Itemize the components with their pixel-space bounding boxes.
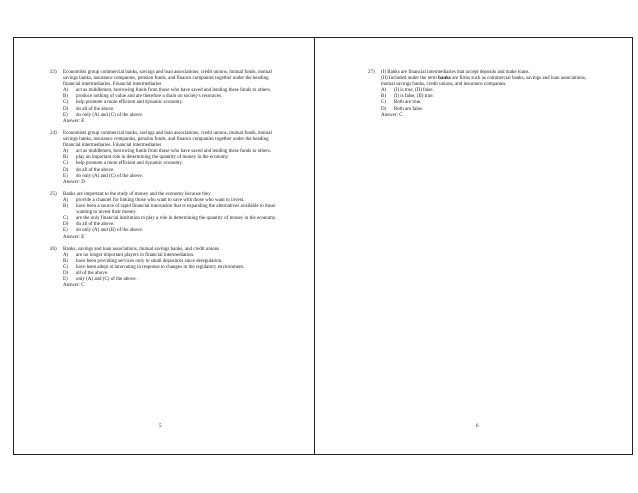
question-stem: Economists group commercial banks, savings and loan associations, credit unions, mutual funds, mutual savings banks, insurance companies, pension funds, and finance companies together under the heading financial intermediaries. Financial intermediaries — [63, 130, 272, 149]
option-a: A) act as middlemen, borrowing funds from those who have saved and lending these funds to others. — [63, 88, 272, 94]
option-c: C) are the only financial institution to play a role in determining the quantity of money in the economy. — [63, 216, 277, 222]
question-number: 24) — [50, 130, 57, 136]
option-a: A) (I) is true, (II) false. — [381, 88, 434, 94]
answer: Answer: E — [63, 118, 85, 124]
option-a: A) act as middlemen, borrowing funds from those who have saved and lending these funds to others. — [63, 149, 272, 155]
bold-term: banks — [438, 76, 451, 82]
answer: Answer: C — [381, 112, 403, 118]
option-b: B) (I) is false, (II) true. — [381, 94, 434, 100]
question-stem: Economists group commercial banks, savings and loan associations, credit unions, mutual funds, mutual savings banks, insurance companies, pension funds, and finance companies together under the heading financial intermediaries. Financial intermediaries — [63, 70, 272, 88]
option-a: A) provide a channel for linking those who want to save with those who want to invest. — [63, 197, 245, 203]
page-divider — [314, 37, 315, 455]
option-e: E) do only (A) and (B) of the above. — [63, 228, 143, 234]
option-d: D) Both are false. — [381, 106, 424, 112]
answer: Answer: D — [63, 179, 85, 185]
option-a: A) are no longer important players in financial intermediation. — [63, 252, 195, 258]
left-page-content — [50, 70, 282, 295]
question-number: 27) — [368, 70, 375, 75]
question-stem-line1: (I) Banks are financial intermediaries that accept deposits and make loans. — [381, 70, 530, 75]
question-27 — [368, 70, 600, 119]
option-c: C) Both are true. — [381, 100, 422, 106]
page-number-left: 5 — [159, 424, 162, 429]
question-25 — [50, 192, 282, 241]
right-page-content — [368, 70, 600, 125]
option-e: E) do only (A) and (C) of the above. — [63, 173, 143, 179]
option-d: D) all of the above. — [63, 271, 109, 277]
page-number-right: 6 — [476, 424, 479, 429]
answer: Answer: C — [63, 283, 85, 289]
question-stem-line2: (II) Included under the term banks are firms such as commercial banks, savings and loan associations, mutual savings banks, credit unions, and insurance companies. — [381, 76, 587, 88]
option-d: D) do all of the above. — [63, 222, 115, 228]
option-b: B) have been providing services only to small depositors since deregulation. — [63, 258, 223, 264]
option-c: C) help promote a more efficient and dynamic economy. — [63, 161, 183, 167]
question-23 — [50, 70, 282, 125]
question-stem: Banks are important to the study of money and the economy because they — [63, 191, 211, 197]
question-24 — [50, 131, 282, 186]
option-d: D) do all of the above. — [63, 106, 115, 112]
question-number: 23) — [50, 70, 57, 75]
question-26 — [50, 247, 282, 290]
question-number: 25) — [50, 191, 57, 197]
option-e: E) do only (A) and (C) of the above. — [63, 112, 143, 118]
answer: Answer: E — [63, 234, 85, 240]
question-number: 26) — [50, 246, 57, 252]
option-b: B) play an important role in determining the quantity of money in the economy. — [63, 155, 230, 161]
question-stem: Banks, savings and loan associations, mutual savings banks, and credit unions — [63, 246, 220, 252]
option-c: C) help promote a more efficient and dynamic economy. — [63, 100, 183, 106]
option-b: B) produce nothing of value and are therefore a drain on society's resources. — [63, 94, 223, 100]
option-c: C) have been adept at innovating in response to changes in the regulatory environment. — [63, 265, 245, 270]
option-b: B) have been a source of rapid financial innovation that is expanding the alternatives available to those wanting to invest their money. — [63, 204, 276, 216]
option-e: E) only (A) and (C) of the above. — [63, 277, 137, 283]
option-d: D) do all of the above. — [63, 167, 115, 173]
